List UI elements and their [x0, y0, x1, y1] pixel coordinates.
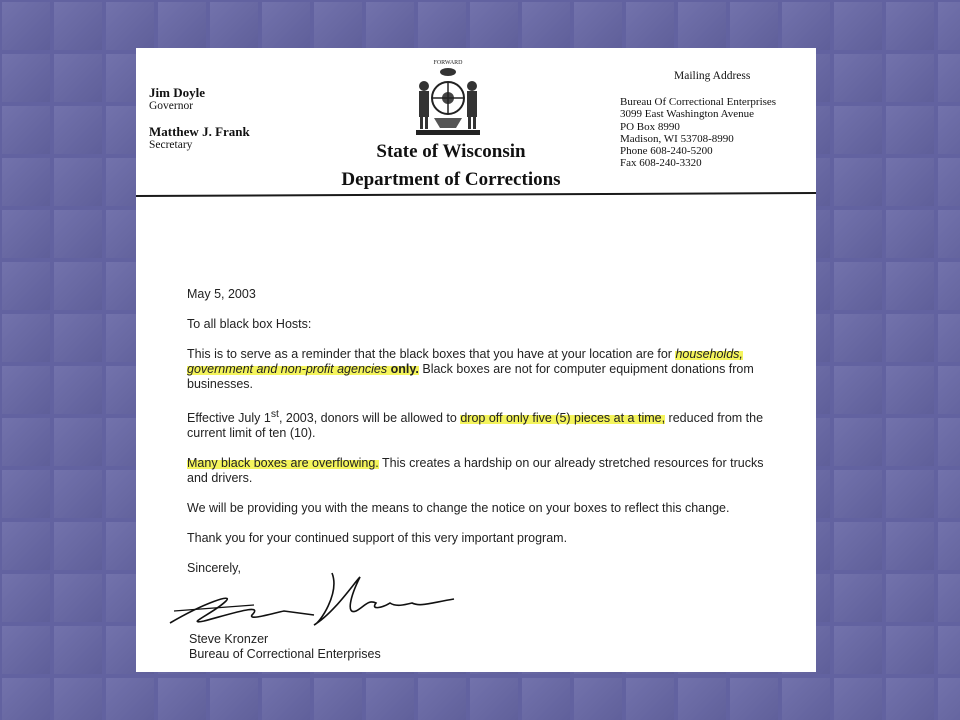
governor-title: Governor [149, 100, 194, 112]
highlight-audience: households, government and non-profit agencies only. [187, 347, 743, 376]
letter-date: May 5, 2003 [187, 287, 256, 301]
signer-name: Steve Kronzer [189, 632, 269, 646]
department-name: Department of Corrections [341, 169, 561, 190]
secretary-name: Matthew J. Frank [149, 124, 250, 139]
seal-motto: FORWARD [433, 60, 463, 66]
highlight-limit: drop off only five (5) pieces at a time, [460, 411, 666, 426]
letter-closing: Sincerely, [187, 561, 241, 576]
officials-block [149, 86, 250, 164]
paragraph-1: This is to serve as a reminder that the black boxes that you have at your location are for households, government and non-profit agencies only. Black boxes are not for computer equipment donations from businesses. [187, 347, 754, 391]
signer-block [189, 632, 381, 662]
state-seal-icon [406, 56, 490, 140]
signature [164, 563, 474, 635]
letter-page [136, 48, 816, 672]
highlight-overflowing: Many black boxes are overflowing. [187, 456, 379, 471]
letter-body [187, 287, 787, 591]
mailing-label: Mailing Address [674, 70, 751, 82]
paragraph-4: We will be providing you with the means to change the notice on your boxes to reflect this change. [187, 501, 730, 516]
letter-salutation: To all black box Hosts: [187, 317, 312, 331]
address-line: PO Box 8990 [620, 120, 680, 133]
secretary-title: Secretary [149, 139, 193, 151]
letterhead-divider [136, 192, 816, 197]
signer-organization: Bureau of Correctional Enterprises [189, 647, 381, 661]
address-line: Bureau Of Correctional Enterprises [620, 96, 777, 108]
paragraph-2: Effective July 1st, 2003, donors will be allowed to drop off only five (5) pieces at a time, reduced from the current limit of ten (10). [187, 409, 764, 441]
address-line: Madison, WI 53708-8990 [620, 132, 734, 145]
paragraph-3: Many black boxes are overflowing. This creates a hardship on our already stretched resources for trucks and drivers. [187, 456, 764, 486]
mailing-address [620, 96, 776, 170]
address-line: 3099 East Washington Avenue [620, 108, 755, 121]
paragraph-5: Thank you for your continued support of this very important program. [187, 531, 568, 546]
address-line: Fax 608-240-3320 [620, 157, 702, 170]
state-name: State of Wisconsin [376, 141, 526, 162]
governor-name: Jim Doyle [149, 85, 205, 100]
address-line: Phone 608-240-5200 [620, 145, 713, 158]
